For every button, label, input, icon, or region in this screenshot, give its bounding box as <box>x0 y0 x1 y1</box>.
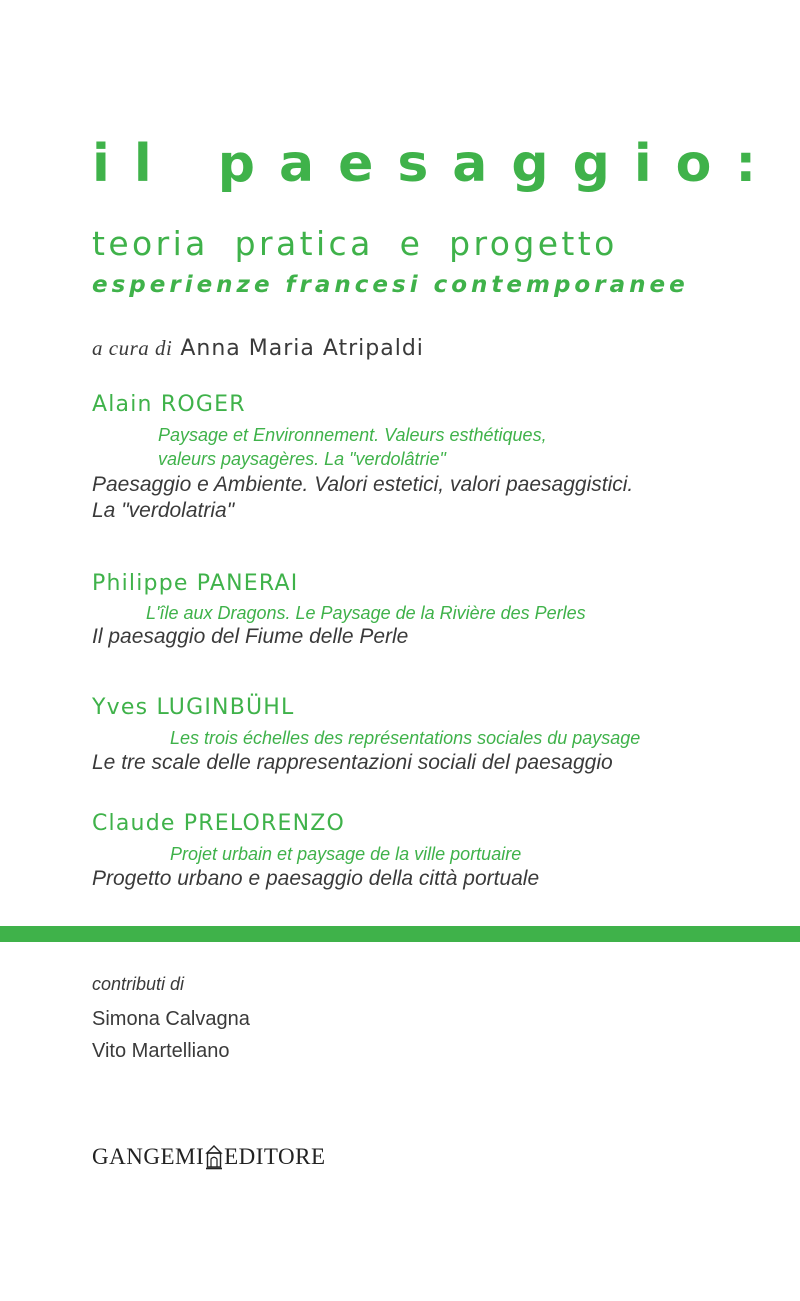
italian-title-line: Il paesaggio del Fiume delle Perle <box>92 625 409 648</box>
publisher-name-right: EDITORE <box>224 1144 326 1169</box>
chapter-author: Yves LUGINBÜHL <box>92 695 295 720</box>
chapter-french-title <box>170 842 521 866</box>
french-title-line: Projet urbain et paysage de la ville portuaire <box>170 844 522 864</box>
green-divider-band <box>0 926 800 942</box>
editor-name: Anna Maria Atripaldi <box>180 336 424 361</box>
chapter-italian-title <box>92 624 408 650</box>
publisher-logo <box>92 1144 326 1170</box>
contributor-name: Vito Martelliano <box>92 1040 230 1062</box>
italian-title-line: Paesaggio e Ambiente. Valori estetici, valori paesaggistici. <box>92 473 634 496</box>
chapter-french-title <box>158 423 547 471</box>
book-subtitle: teoria pratica e progetto <box>92 224 618 263</box>
publisher-name-left: GANGEMI <box>92 1144 205 1169</box>
french-title-line: Paysage et Environnement. Valeurs esthétiques, <box>158 425 547 445</box>
italian-title-line: Le tre scale delle rappresentazioni sociali del paesaggio <box>92 751 613 774</box>
chapter-author: Claude PRELORENZO <box>92 811 346 836</box>
chapter-author: Philippe PANERAI <box>92 571 299 596</box>
italian-title-line: Progetto urbano e paesaggio della città portuale <box>92 867 540 890</box>
building-facade-icon <box>205 1144 223 1170</box>
french-title-line: valeurs paysagères. La "verdolâtrie" <box>158 449 446 469</box>
chapter-french-title <box>146 601 586 625</box>
contributions-label: contributi di <box>92 974 185 994</box>
italian-title-line: La "verdolatria" <box>92 499 235 522</box>
editor-credit <box>92 336 424 361</box>
book-title: il paesaggio: <box>92 134 781 194</box>
contributor-name: Simona Calvagna <box>92 1008 250 1030</box>
chapter-author: Alain ROGER <box>92 392 246 417</box>
book-tagline: esperienze francesi contemporanee <box>92 272 689 298</box>
chapter-italian-title <box>92 866 539 892</box>
french-title-line: L'île aux Dragons. Le Paysage de la Rivière des Perles <box>146 603 586 623</box>
french-title-line: Les trois échelles des représentations sociales du paysage <box>170 728 641 748</box>
editor-prefix: a cura di <box>92 336 173 360</box>
chapter-french-title <box>170 726 640 750</box>
chapter-italian-title <box>92 750 613 776</box>
chapter-italian-title <box>92 472 633 524</box>
